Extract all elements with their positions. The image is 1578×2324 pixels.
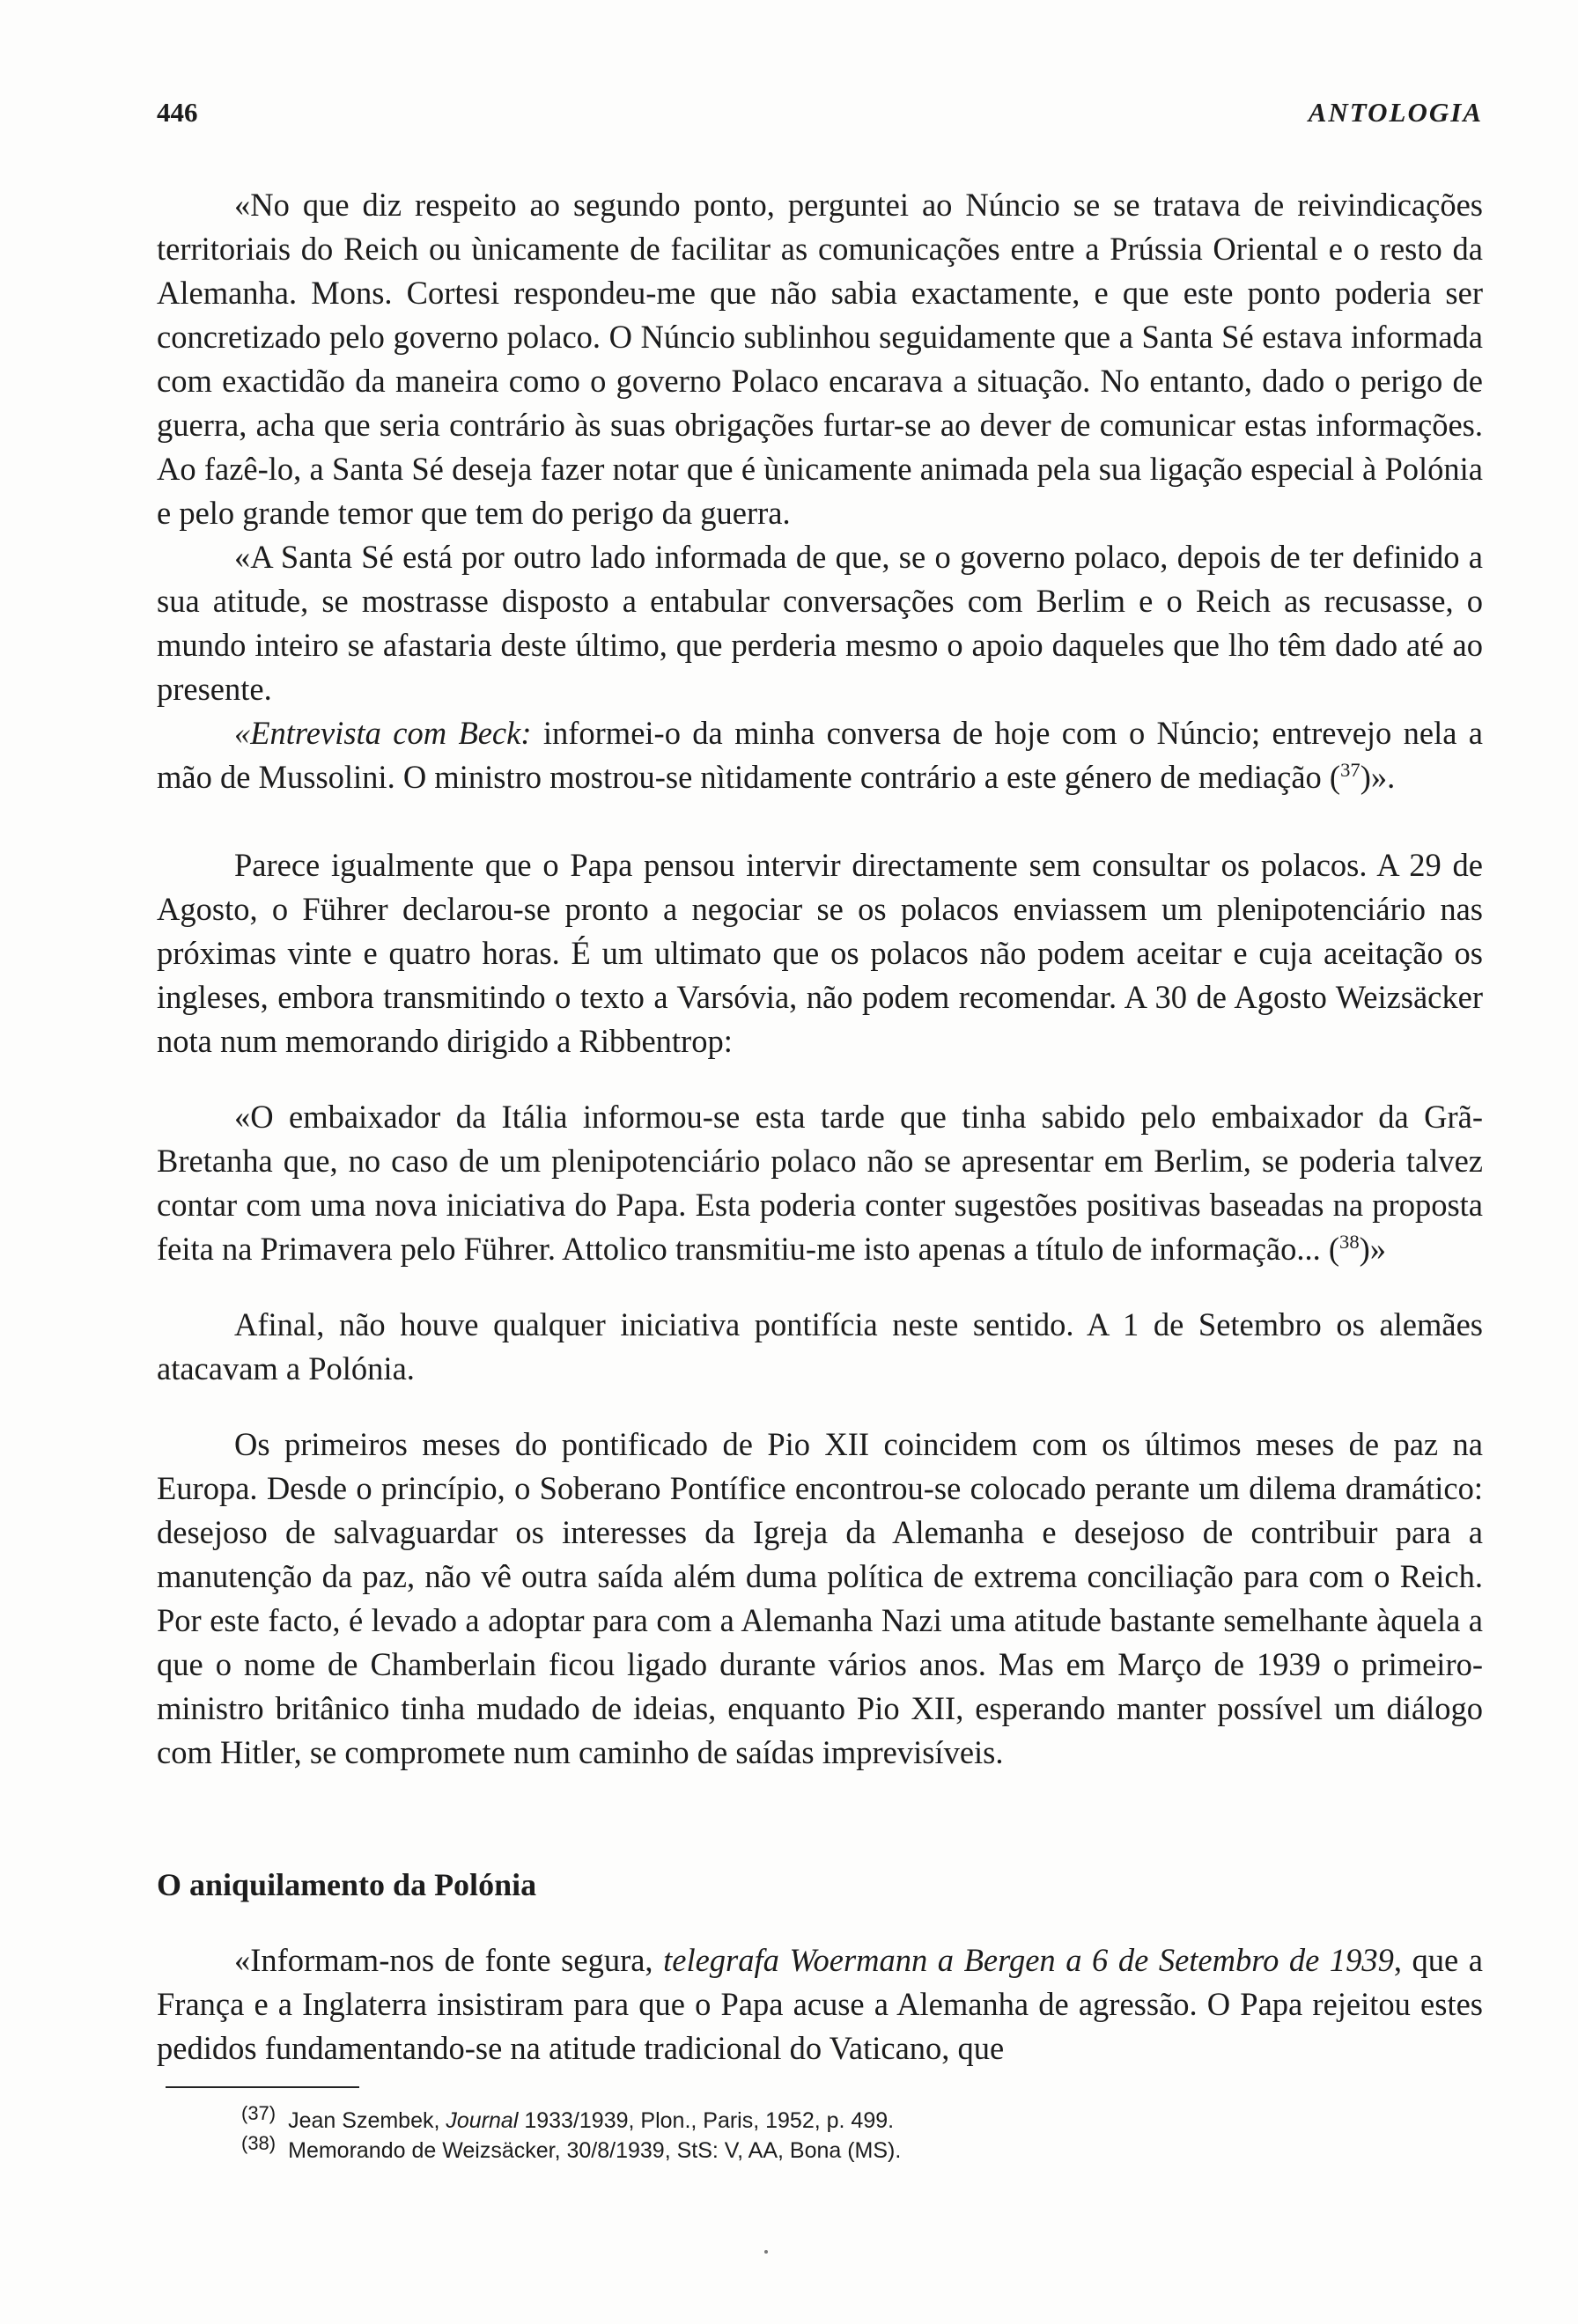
paragraph-woermann-italic: telegrafa Woermann a Bergen a 6 de Setembro de 1939 <box>663 1942 1394 1978</box>
spacer <box>157 799 1483 843</box>
footnote-37 <box>157 2101 1483 2136</box>
page-header <box>157 97 1483 141</box>
footnote-text: 1933/1939, Plon., Paris, 1952, p. 499. <box>518 2108 895 2133</box>
speck-mark <box>764 2250 768 2254</box>
quote-paragraph-3-end: )». <box>1360 759 1396 795</box>
footnote-title: Journal <box>446 2108 519 2133</box>
paragraph-first-months: Os primeiros meses do pontificado de Pio XII coincidem com os últimos meses de paz na Europa. Desde o princípio, o Soberano Pontífice encontrou-se colocado perante um dilema dramático: desejoso de salvaguardar os interesses da Igreja da Alemanha e desejoso de contribuir para a manutenção da paz, não vê outra saída além duma política de extrema conciliação para com o Reich. Por este facto, é levado a adoptar para com a Alemanha Nazi uma atitude bastante semelhante àquela a que o nome de Chamberlain ficou ligado durante vários anos. Mas em Março de 1939 o primeiro-ministro britânico tinha mudado de ideias, enquanto Pio XII, esperando manter possível um diálogo com Hitler, se compromete num caminho de saídas imprevisíveis. <box>157 1426 1483 1770</box>
quote-ambassador <box>157 1095 1483 1271</box>
spacer <box>157 1819 1483 1863</box>
quote-ambassador-text: «O embaixador da Itália informou-se esta tarde que tinha sabido pelo embaixador da Grã-Bretanha que, no caso de um plenipotenciário polaco não se apresentar em Berlim, se poderia talvez contar com uma nova iniciativa do Papa. Esta poderia conter sugestões positivas baseadas na proposta feita na Primavera pelo Führer. Attolico transmitiu-me isto apenas a título de informação... ( <box>157 1099 1483 1267</box>
footnote-mark: (38) <box>241 2131 277 2154</box>
running-head: ANTOLOGIA <box>1308 97 1483 128</box>
page-number: 446 <box>157 97 198 128</box>
spacer <box>157 1775 1483 1819</box>
footnote-mark: (37) <box>241 2101 277 2124</box>
paragraph-woermann-rest: , que a França e a Inglaterra insistiram para que o Papa acuse a Alemanha de agressão. O Papa rejeitou estes pedidos fundamentando-se na atitude tradicional do Vaticano, que <box>157 1942 1484 2066</box>
note-ref-38: 38 <box>1339 1230 1360 1253</box>
quote-ambassador-end: )» <box>1359 1231 1387 1267</box>
footnote-text: Memorando de Weizsäcker, 30/8/1939, StS: V, AA, Bona (MS). <box>288 2138 902 2163</box>
quote-paragraph-3 <box>157 711 1483 799</box>
spacer <box>157 1063 1483 1095</box>
footnote-divider <box>166 2086 359 2088</box>
spacer <box>157 1391 1483 1423</box>
quote-paragraph-1: «No que diz respeito ao segundo ponto, perguntei ao Núncio se se tratava de reivindicações territoriais do Reich ou ùnicamente de facilitar as comunicações entre a Prússia Oriental e o resto da Alemanha. Mons. Cortesi respondeu-me que não sabia exactamente, e que este ponto poderia ser concretizado pelo governo polaco. O Núncio sublinhou seguidamente que a Santa Sé estava informada com exactidão da maneira como o governo Polaco encarava a situação. No entanto, dado o perigo de guerra, acha que seria contrário às suas obrigações furtar-se ao dever de comunicar estas informações. Ao fazê-lo, a Santa Sé deseja fazer notar que é ùnicamente animada pela sua ligação especial à Polónia e pelo grande temor que tem do perigo da guerra. <box>157 187 1483 531</box>
quote-paragraph-2: «A Santa Sé está por outro lado informada de que, se o governo polaco, depois de ter definido a sua atitude, se mostrasse disposto a entabular conversações com Berlim e o Reich as recusasse, o mundo inteiro se afastaria deste último, que perderia mesmo o apoio daqueles que lho têm dado até ao presente. <box>157 539 1483 707</box>
section-title: O aniquilamento da Polónia <box>157 1867 537 1902</box>
note-ref-37: 37 <box>1340 758 1360 781</box>
paragraph-pope-intervention: Parece igualmente que o Papa pensou intervir directamente sem consultar os polacos. A 29 de Agosto, o Führer declarou-se pronto a negociar se os polacos enviassem um plenipotenciário nas próximas vinte e quatro horas. É um ultimato que os polacos não podem aceitar e cuja aceitação os ingleses, embora transmitindo o texto a Varsóvia, não podem recomendar. A 30 de Agosto Weizsäcker nota num memorando dirigido a Ribbentrop: <box>157 847 1483 1059</box>
footnote-author: Jean Szembek, <box>288 2108 446 2133</box>
footnote-38 <box>157 2131 1483 2166</box>
paragraph-woermann <box>157 1938 1483 2070</box>
quote-heading-beck: «Entrevista com Beck: <box>234 715 532 751</box>
page-body <box>157 183 1483 2166</box>
spacer <box>157 1271 1483 1303</box>
spacer <box>157 1907 1483 1938</box>
paragraph-woermann-start: «Informam-nos de fonte segura, <box>234 1942 664 1978</box>
quote-paragraph-3-text: informei-o da minha conversa de hoje com o Núncio; entrevejo nela a mão de Mussolini. O ministro mostrou-se nìtidamente contrário a este género de mediação ( <box>157 715 1483 795</box>
paragraph-no-initiative: Afinal, não houve qualquer iniciativa pontifícia neste sentido. A 1 de Setembro os alemães atacavam a Polónia. <box>157 1306 1483 1386</box>
